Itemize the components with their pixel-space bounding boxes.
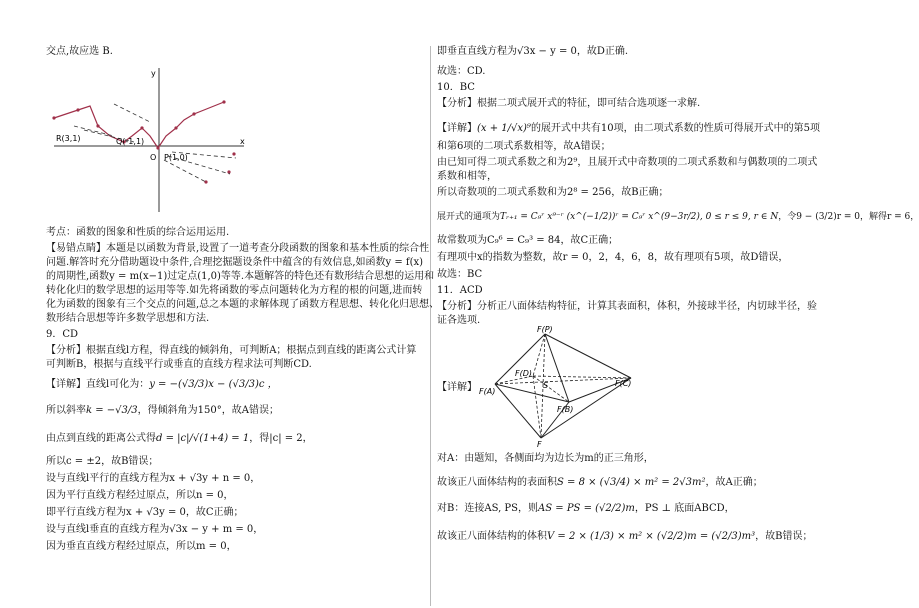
vertex-label-s: S [543, 381, 549, 390]
vertex-label-a: F(A) [479, 387, 496, 396]
text-line: 对B：连接AS, PS，则AS = PS = (√2/2)m，PS ⊥ 底面ABCD， [437, 503, 735, 514]
vertex-label-b: F(B) [557, 405, 574, 414]
y-axis-label: y [151, 69, 156, 78]
text-line: 设与直线l平行的直线方程为x + √3y + n = 0， [46, 473, 261, 484]
text-line: 的周期性,函数y = m(x−1)过定点(1,0)等等.本题解答的特色还有数形结合思想的运用和 [46, 271, 435, 282]
text-line: 设与直线l垂直的直线方程为√3x − y + m = 0， [46, 524, 264, 535]
text-line: 所以奇数项的二项式系数和为2⁸ = 256，故B正确； [437, 187, 669, 198]
vertex-label-d: F(D) [515, 369, 533, 378]
text-line: 可判断B，根据与直线平行或垂直的直线方程求法可判断CD. [46, 359, 312, 370]
text-line: 因为平行直线方程经过原点，所以n = 0， [46, 490, 234, 501]
text-line: 【详解】直线l可化为：y = −(√3/3)x − (√3/3)c ， [46, 379, 278, 390]
text-line: 所以c = ±2，故B错误； [46, 456, 159, 467]
text-line: 故常数项为C₉⁶ = C₉³ = 84，故C正确； [437, 235, 619, 246]
vertex-label-c: F(C) [615, 379, 632, 388]
question-number: 9．CD [46, 329, 79, 340]
function-graph-figure [54, 64, 294, 214]
text-line: 故选：BC [437, 269, 483, 280]
text-line: 化为函数的图象有三个交点的问题,总之本题的求解体现了函数方程思想、转化化归思想、 [46, 299, 440, 310]
text-line: 对A：由题知，各侧面均为边长为m的正三角形， [437, 453, 654, 464]
text-line: 【分析】分析正八面体结构特征，计算其表面积，体积，外接球半径，内切球半径，验 [437, 301, 817, 312]
text-line: 【详解】(x + 1/√x)⁹的展开式中共有10项，由二项式系数的性质可得展开式中的第5项 [437, 123, 821, 134]
text-line: 即平行直线方程为x + √3y = 0，故C正确； [46, 507, 244, 518]
text-line: 问题.解答时充分借助题设中条件,合理挖掘题设条件中蕴含的有效信息,如函数y = f(x) [46, 257, 424, 268]
vertex-label-top: F(P) [537, 325, 553, 334]
text-line: 数形结合思想等许多数学思想和方法. [46, 313, 210, 324]
octahedron-figure [481, 322, 651, 448]
text-line: 由点到直线的距离公式得d = |c|/√(1+4) = 1，得|c| = 2， [46, 433, 313, 444]
text-line: 【分析】根据直线l方程，得直线的倾斜角，可判断A；根据点到直线的距离公式计算 [46, 345, 417, 356]
vertex-label-bottom: F [537, 440, 542, 449]
text-line: 故该正八面体结构的表面积S = 8 × (√3/4) × m² = 2√3m²，故A正确； [437, 477, 763, 488]
text-line: 交点,故应选 B. [46, 46, 113, 57]
text-line: 故该正八面体结构的体积V = 2 × (1/3) × m² × (√2/2)m = (√2/3)m³，故B错误； [437, 531, 813, 542]
point-label-q: Q(-1,1) [116, 137, 145, 146]
text-line: 转化化归的数学思想的运用等等.如先将函数的零点问题转化为方程的根的问题,进而转 [46, 285, 423, 296]
point-label-p: P(1,0) [164, 153, 188, 162]
text-line: 所以斜率k = −√3/3，得倾斜角为150°，故A错误； [46, 405, 279, 416]
question-number: 11．ACD [437, 285, 483, 296]
origin-label: O [150, 153, 157, 162]
text-line: 【详解】 [437, 382, 477, 393]
point-label-r: R(3,1) [56, 134, 81, 143]
text-line: 由已知可得二项式系数之和为2⁹，且展开式中奇数项的二项式系数和与偶数项的二项式 [437, 157, 818, 168]
text-line: 【易错点睛】本题是以函数为背景,设置了一道考查分段函数的图象和基本性质的综合性 [46, 243, 430, 254]
column-divider [430, 46, 431, 606]
text-line: 有理项中x的指数为整数，故r = 0，2，4，6，8，故有理项有5项，故D错误， [437, 252, 789, 263]
text-line: 即垂直直线方程为√3x − y = 0，故D正确. [437, 46, 629, 57]
text-line: 因为垂直直线方程经过原点，所以m = 0， [46, 541, 237, 552]
text-line: 考点：函数的图象和性质的综合运用运用. [46, 227, 230, 238]
text-line: 证各选项. [437, 315, 481, 326]
text-line: 和第6项的二项式系数相等，故A错误； [437, 141, 611, 152]
text-line: 展开式的通项为Tᵣ₊₁ = C₉ʳ x⁹⁻ʳ (x^(−1/2))ʳ = C₉ʳ x^(9−3r/2), 0 ≤ r ≤ 9, r ∈ N，令9 − (3/2)r = 0，解得r = 6， [437, 212, 919, 222]
text-line: 故选：CD. [437, 66, 486, 77]
question-number: 10．BC [437, 82, 475, 93]
x-axis-label: x [240, 137, 245, 146]
text-line: 系数和相等， [437, 171, 497, 182]
text-line: 【分析】根据二项式展开式的特征，即可结合选项逐一求解. [437, 98, 701, 109]
